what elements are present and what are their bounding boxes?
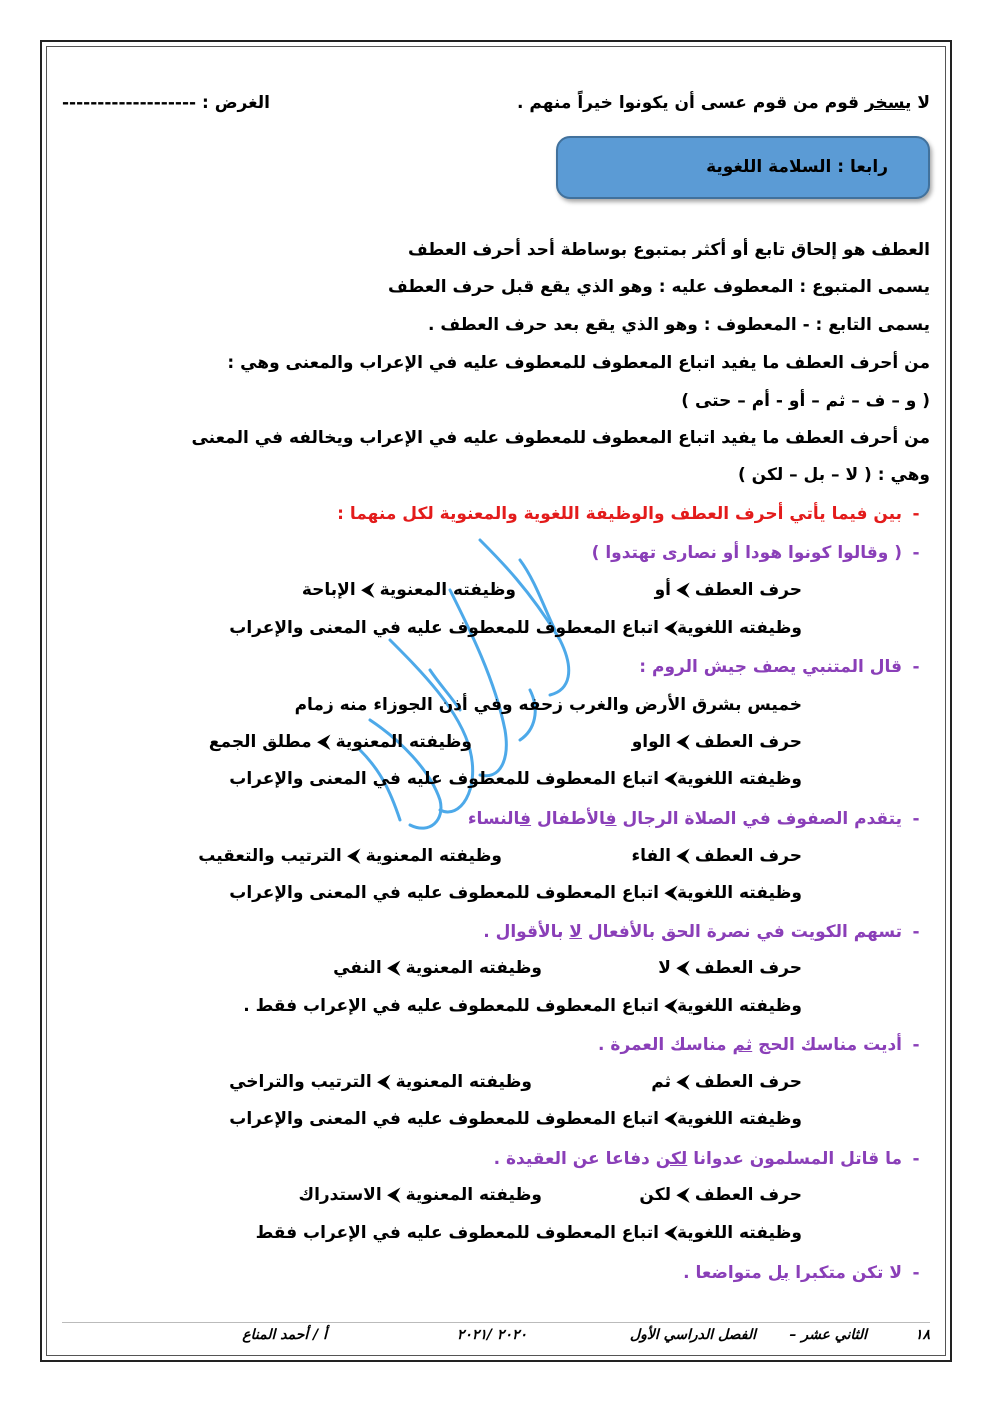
footer-grade: الثاني عشر – [789,1327,867,1343]
example-2-verse: خميس بشرق الأرض والغرب زحفه وفي أذن الجوزاء منه زمام [294,695,802,715]
example-5-text: -أديت مناسك الحج ثم مناسك العمرة . [598,1035,920,1055]
example-6-text: -ما قاتل المسلمون عدوانا لكن دفاعا عن العقيدة . [493,1149,920,1169]
example-6-letter-row: حرف العطف ⮜ لكن وظيفته المعنوية ⮜ الاستدراك [298,1185,802,1205]
footer-year: ٢٠٢٠ /٢٠٢١ [456,1327,527,1343]
example-1-letter-row: حرف العطف ⮜ أو وظيفته المعنوية ⮜ الإباحة [301,580,802,600]
footer-term: الفصل الدراسي الأول [629,1327,756,1343]
footer-author: أ / أحمد المناع [242,1327,327,1343]
example-2-text: -قال المتنبي يصف جيش الروم : [639,657,920,677]
footer-rule [62,1322,930,1323]
header-verse: لا يسخر قوم من قوم عسى أن يكونوا خيراً منهم . [517,93,930,113]
example-4-lingual: وظيفته اللغوية⮜ اتباع المعطوف للمعطوف عليه في الإعراب فقط . [243,996,802,1016]
footer-page-number: ١٨ [914,1327,930,1343]
intro-line-7: وهي : ( لا – بل – لكن ) [737,465,930,485]
example-3-text: -يتقدم الصفوف في الصلاة الرجال فالأطفال فالنساء [467,809,920,829]
intro-line-1: العطف هو إلحاق تابع أو أكثر بمتبوع بوساطة أحد أحرف العطف [408,240,930,260]
example-5-lingual: وظيفته اللغوية⮜ اتباع المعطوف للمعطوف عليه في المعنى والإعراب [229,1109,802,1129]
example-5-letter-row: حرف العطف ⮜ ثم وظيفته المعنوية ⮜ الترتيب والتراخي [229,1072,802,1092]
intro-line-4: من أحرف العطف ما يفيد اتباع المعطوف للمعطوف عليه في الإعراب والمعنى وهي : [227,353,930,373]
example-7-text: -لا تكن متكبرا بل متواضعا . [683,1263,920,1283]
section-title: رابعا : السلامة اللغوية [706,157,888,177]
task-heading: -بين فيما يأتي أحرف العطف والوظيفة اللغوية والمعنوية لكل منهما : [337,504,920,524]
intro-line-3: يسمى التابع : - المعطوف : وهو الذي يقع بعد حرف العطف . [428,315,930,335]
example-2-letter-row: حرف العطف ⮜ الواو وظيفته المعنوية ⮜ مطلق الجمع [208,732,802,752]
watermark-signature [330,520,610,850]
example-3-lingual: وظيفته اللغوية⮜ اتباع المعطوف للمعطوف عليه في المعنى والإعراب [229,883,802,903]
example-1-text: -( وقالوا كونوا هودا أو نصارى تهتدوا ) [591,543,920,563]
verse-underlined-word: يسخر [864,93,912,113]
intro-line-5: ( و – ف – ثم – أو - أم – حتى ) [681,391,930,411]
example-3-letter-row: حرف العطف ⮜ الفاء وظيفته المعنوية ⮜ الترتيب والتعقيب [198,846,802,866]
intro-line-6: من أحرف العطف ما يفيد اتباع المعطوف للمعطوف عليه في الإعراب ويخالفه في المعنى [191,428,930,448]
example-6-lingual: وظيفته اللغوية⮜ اتباع المعطوف للمعطوف عليه في الإعراب فقط [255,1223,802,1243]
example-4-letter-row: حرف العطف ⮜ لا وظيفته المعنوية ⮜ النفي [333,958,802,978]
purpose-label: الغرض : ------------------- [62,93,270,113]
intro-line-2: يسمى المتبوع : المعطوف عليه : وهو الذي يقع قبل حرف العطف [388,277,930,297]
example-1-lingual: وظيفته اللغوية⮜ اتباع المعطوف للمعطوف عليه في المعنى والإعراب [229,618,802,638]
section-title-box [556,136,930,199]
example-2-lingual: وظيفته اللغوية⮜ اتباع المعطوف للمعطوف عليه في المعنى والإعراب [229,769,802,789]
example-4-text: -تسهم الكويت في نصرة الحق بالأفعال لا بالأقوال . [483,922,920,942]
